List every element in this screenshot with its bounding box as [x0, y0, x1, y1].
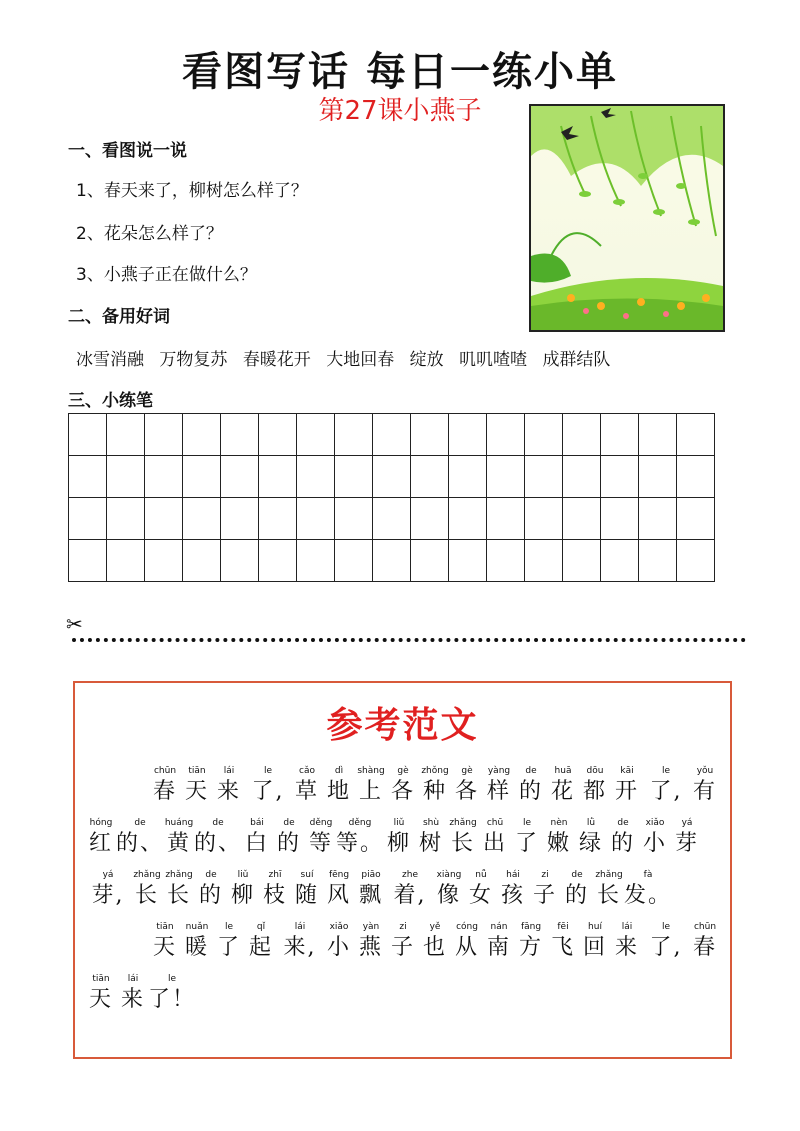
hanzi: 各 — [454, 779, 479, 804]
hanzi: 天 — [184, 779, 209, 804]
ruby-char — [291, 869, 323, 910]
hanzi: 像 — [436, 883, 461, 908]
ruby-char — [245, 921, 277, 962]
ruby-char — [607, 817, 639, 858]
hanzi: 从 — [454, 935, 479, 960]
ruby-char — [671, 817, 703, 858]
pinyin: xiǎo — [645, 818, 665, 828]
ruby-char — [149, 921, 181, 962]
pinyin: lái — [621, 922, 633, 932]
ruby-char — [117, 765, 149, 806]
pinyin: zhǎng — [595, 870, 623, 880]
hanzi: 芽, — [91, 883, 125, 908]
ruby-char — [515, 765, 547, 806]
pinyin: lái — [294, 922, 306, 932]
ruby-char — [611, 765, 643, 806]
pinyin: tiān — [188, 766, 206, 776]
ruby-char — [227, 869, 259, 910]
hanzi: 子 — [532, 883, 557, 908]
hanzi: 发。 — [624, 883, 673, 908]
hanzi: 小 — [642, 831, 667, 856]
ruby-char — [355, 921, 387, 962]
hanzi: 树 — [418, 831, 443, 856]
ruby-char — [85, 817, 117, 858]
pinyin: yě — [429, 922, 441, 932]
pinyin: de — [283, 818, 295, 828]
ruby-char — [625, 869, 671, 910]
pinyin: liǔ — [237, 870, 249, 880]
pinyin: zhǎng — [449, 818, 477, 828]
hanzi — [121, 778, 145, 806]
pinyin: tiān — [156, 922, 174, 932]
hanzi: 随 — [294, 883, 319, 908]
pinyin: huā — [554, 766, 572, 776]
pinyin: dōu — [586, 766, 604, 776]
ruby-char — [273, 817, 305, 858]
ruby-char — [579, 921, 611, 962]
section-heading-practice: 三、小练笔 — [68, 391, 153, 411]
pinyin: le — [661, 766, 671, 776]
hanzi: 种 — [422, 779, 447, 804]
ruby-char — [323, 765, 355, 806]
ruby-char — [117, 921, 149, 962]
word-item: 冰雪消融 — [76, 350, 144, 370]
ruby-char — [383, 817, 415, 858]
ruby-char — [643, 765, 689, 806]
word-list — [76, 345, 620, 370]
ruby-char — [643, 921, 689, 962]
pinyin: yá — [102, 870, 114, 880]
hanzi: 草 — [294, 779, 319, 804]
ruby-char — [415, 817, 447, 858]
pinyin: le — [522, 818, 532, 828]
pinyin: de — [525, 766, 537, 776]
hanzi: 了！ — [148, 987, 197, 1012]
hanzi — [89, 934, 113, 962]
hanzi: 来, — [283, 935, 317, 960]
hanzi: 来 — [216, 779, 241, 804]
hanzi: 柳 — [386, 831, 411, 856]
pinyin: gè — [461, 766, 473, 776]
ruby-char — [387, 765, 419, 806]
hanzi: 长 — [166, 883, 191, 908]
hanzi: 飞 — [550, 935, 575, 960]
ruby-char — [181, 765, 213, 806]
ruby-char — [611, 921, 643, 962]
reference-essay-box — [73, 681, 732, 1059]
hanzi: 女 — [468, 883, 493, 908]
ruby-char — [85, 921, 117, 962]
ruby-char — [483, 765, 515, 806]
hanzi: 的 — [610, 831, 635, 856]
ruby-char — [579, 765, 611, 806]
ruby-char — [511, 817, 543, 858]
pinyin: le — [661, 922, 671, 932]
pinyin: chū — [486, 818, 504, 828]
word-item: 大地回春 — [326, 350, 395, 370]
ruby-char — [447, 817, 479, 858]
hanzi: 了 — [216, 935, 241, 960]
ruby-char — [323, 869, 355, 910]
ruby-char — [451, 921, 483, 962]
reference-title: 参考范文 — [326, 705, 479, 746]
pinyin: lǜ — [586, 818, 596, 828]
hanzi: 天 — [88, 987, 113, 1012]
pinyin: fāng — [520, 922, 542, 932]
word-item: 万物复苏 — [159, 350, 228, 370]
word-item: 成群结队 — [542, 350, 611, 370]
pinyin: piāo — [361, 870, 381, 880]
pinyin: zhī — [268, 870, 282, 880]
hanzi: 等。 — [336, 831, 385, 856]
pinyin: kāi — [620, 766, 634, 776]
pinyin: liǔ — [393, 818, 405, 828]
ruby-char — [195, 817, 241, 858]
ruby-char — [277, 921, 323, 962]
pinyin: zi — [541, 870, 549, 880]
pinyin: nuǎn — [185, 922, 209, 932]
hanzi: 的、 — [116, 831, 165, 856]
ruby-char — [213, 921, 245, 962]
ruby-char — [515, 921, 547, 962]
pinyin: shù — [422, 818, 440, 828]
question-1: 1、春天来了，柳树怎么样了？ — [76, 181, 308, 201]
ruby-char — [465, 869, 497, 910]
ruby-char — [213, 765, 245, 806]
hanzi: 燕 — [358, 935, 383, 960]
ruby-char — [163, 817, 195, 858]
ruby-char — [561, 869, 593, 910]
hanzi: 长 — [450, 831, 475, 856]
pinyin: dì — [334, 766, 344, 776]
ruby-char — [181, 921, 213, 962]
ruby-char — [483, 921, 515, 962]
hanzi: 来 — [614, 935, 639, 960]
ruby-char — [117, 817, 163, 858]
pinyin: nǚ — [475, 870, 487, 880]
hanzi: 白 — [244, 831, 269, 856]
ruby-char — [85, 973, 117, 1014]
pinyin: bái — [250, 818, 264, 828]
pinyin: fēi — [557, 922, 569, 932]
hanzi: 的 — [198, 883, 223, 908]
hanzi: 了, — [649, 779, 683, 804]
hanzi: 都 — [582, 779, 607, 804]
hanzi: 风 — [326, 883, 351, 908]
ruby-char — [543, 817, 575, 858]
hanzi: 的 — [518, 779, 543, 804]
pinyin: fà — [643, 870, 653, 880]
hanzi: 飘 — [358, 883, 383, 908]
word-item: 绽放 — [409, 350, 444, 370]
writing-grid[interactable] — [68, 413, 715, 582]
pinyin: shàng — [357, 766, 385, 776]
ruby-char — [419, 765, 451, 806]
hanzi: 嫩 — [546, 831, 571, 856]
hanzi: 样 — [486, 779, 511, 804]
hanzi: 了, — [649, 935, 683, 960]
pinyin: le — [263, 766, 273, 776]
pinyin: de — [212, 818, 224, 828]
ruby-char — [639, 817, 671, 858]
pinyin: huáng — [164, 818, 194, 828]
pinyin: lái — [223, 766, 235, 776]
pinyin: huí — [588, 922, 602, 932]
ruby-char — [163, 869, 195, 910]
ruby-char — [529, 869, 561, 910]
pinyin: zhe — [402, 870, 418, 880]
question-2: 2、花朵怎么样了？ — [76, 224, 223, 244]
hanzi: 小 — [326, 935, 351, 960]
hanzi: 长 — [134, 883, 159, 908]
essay-line-1 — [85, 765, 721, 806]
pinyin: hái — [506, 870, 520, 880]
word-item: 春暖花开 — [242, 350, 311, 370]
ruby-char — [131, 869, 163, 910]
hanzi: 枝 — [262, 883, 287, 908]
ruby-char — [195, 869, 227, 910]
hanzi: 天 — [152, 935, 177, 960]
ruby-char — [497, 869, 529, 910]
pinyin: chūn — [153, 766, 177, 776]
ruby-char — [355, 765, 387, 806]
pinyin: tiān — [92, 974, 110, 984]
hanzi: 黄 — [166, 831, 191, 856]
hanzi: 孩 — [500, 883, 525, 908]
ruby-char — [323, 921, 355, 962]
pinyin: hóng — [89, 818, 113, 828]
hanzi: 南 — [486, 935, 511, 960]
hanzi: 也 — [422, 935, 447, 960]
hanzi — [121, 934, 145, 962]
section-heading-good-words: 二、备用好词 — [68, 307, 170, 327]
ruby-char — [305, 817, 337, 858]
essay-line-5 — [85, 973, 195, 1014]
ruby-char — [479, 817, 511, 858]
pinyin: suí — [300, 870, 314, 880]
cut-line — [72, 638, 746, 642]
pinyin: nèn — [550, 818, 568, 828]
scissors-icon: ✂ — [66, 612, 83, 636]
pinyin: gè — [397, 766, 409, 776]
pinyin: fēng — [328, 870, 350, 880]
pinyin: zhǎng — [133, 870, 161, 880]
pinyin: yàn — [362, 922, 380, 932]
ruby-char — [85, 765, 117, 806]
hanzi: 的 — [564, 883, 589, 908]
pinyin: děng — [348, 818, 372, 828]
hanzi: 芽 — [674, 831, 699, 856]
hanzi: 柳 — [230, 883, 255, 908]
ruby-char — [291, 765, 323, 806]
pinyin: cóng — [456, 922, 478, 932]
section-heading-look-and-talk: 一、看图说一说 — [68, 141, 187, 161]
pinyin: nán — [490, 922, 508, 932]
ruby-char — [547, 765, 579, 806]
lesson-subtitle: 第27课小燕子 — [318, 96, 482, 126]
hanzi: 的、 — [194, 831, 243, 856]
ruby-char — [245, 765, 291, 806]
hanzi: 来 — [120, 987, 145, 1012]
pinyin: xiǎo — [329, 922, 349, 932]
ruby-char — [337, 817, 383, 858]
ruby-char — [387, 869, 433, 910]
spring-willow-illustration — [529, 104, 725, 332]
pinyin: de — [571, 870, 583, 880]
pinyin: zi — [399, 922, 407, 932]
pinyin: lái — [127, 974, 139, 984]
pinyin: le — [167, 974, 177, 984]
pinyin: zhǒng — [421, 766, 449, 776]
pinyin: de — [617, 818, 629, 828]
pinyin: xiàng — [436, 870, 462, 880]
page-title: 看图写话 每日一练小单 — [182, 49, 618, 95]
ruby-char — [85, 869, 131, 910]
ruby-char — [593, 869, 625, 910]
hanzi: 春 — [152, 779, 177, 804]
hanzi: 的 — [276, 831, 301, 856]
hanzi: 了 — [514, 831, 539, 856]
hanzi: 花 — [550, 779, 575, 804]
word-item: 叽叽喳喳 — [459, 350, 528, 370]
essay-line-3 — [85, 869, 671, 910]
hanzi: 地 — [326, 779, 351, 804]
hanzi: 回 — [582, 935, 607, 960]
hanzi — [89, 778, 113, 806]
ruby-char — [419, 921, 451, 962]
question-3: 3、小燕子正在做什么？ — [76, 265, 257, 285]
pinyin: cǎo — [299, 766, 315, 776]
hanzi: 出 — [482, 831, 507, 856]
pinyin: zhǎng — [165, 870, 193, 880]
hanzi: 长 — [596, 883, 621, 908]
hanzi: 方 — [518, 935, 543, 960]
ruby-char — [387, 921, 419, 962]
hanzi: 开 — [614, 779, 639, 804]
ruby-char — [451, 765, 483, 806]
pinyin: yá — [681, 818, 693, 828]
essay-line-4 — [85, 921, 721, 962]
pinyin: qǐ — [256, 922, 266, 932]
pinyin: le — [224, 922, 234, 932]
hanzi: 着, — [393, 883, 427, 908]
ruby-char — [149, 765, 181, 806]
pinyin: děng — [309, 818, 333, 828]
ruby-char — [547, 921, 579, 962]
ruby-char — [575, 817, 607, 858]
ruby-char — [149, 973, 195, 1014]
hanzi: 红 — [88, 831, 113, 856]
pinyin: de — [134, 818, 146, 828]
hanzi: 等 — [308, 831, 333, 856]
ruby-char — [117, 973, 149, 1014]
pinyin: de — [205, 870, 217, 880]
hanzi: 有 — [692, 779, 717, 804]
hanzi: 绿 — [578, 831, 603, 856]
hanzi: 上 — [358, 779, 383, 804]
pinyin: chūn — [693, 922, 717, 932]
hanzi: 春 — [692, 935, 717, 960]
pinyin: yàng — [487, 766, 511, 776]
hanzi: 暖 — [184, 935, 209, 960]
hanzi: 子 — [390, 935, 415, 960]
hanzi: 各 — [390, 779, 415, 804]
hanzi: 起 — [248, 935, 273, 960]
pinyin: yǒu — [696, 766, 714, 776]
hanzi: 了, — [251, 779, 285, 804]
essay-line-2 — [85, 817, 703, 858]
ruby-char — [689, 921, 721, 962]
ruby-char — [689, 765, 721, 806]
ruby-char — [259, 869, 291, 910]
ruby-char — [433, 869, 465, 910]
ruby-char — [241, 817, 273, 858]
ruby-char — [355, 869, 387, 910]
